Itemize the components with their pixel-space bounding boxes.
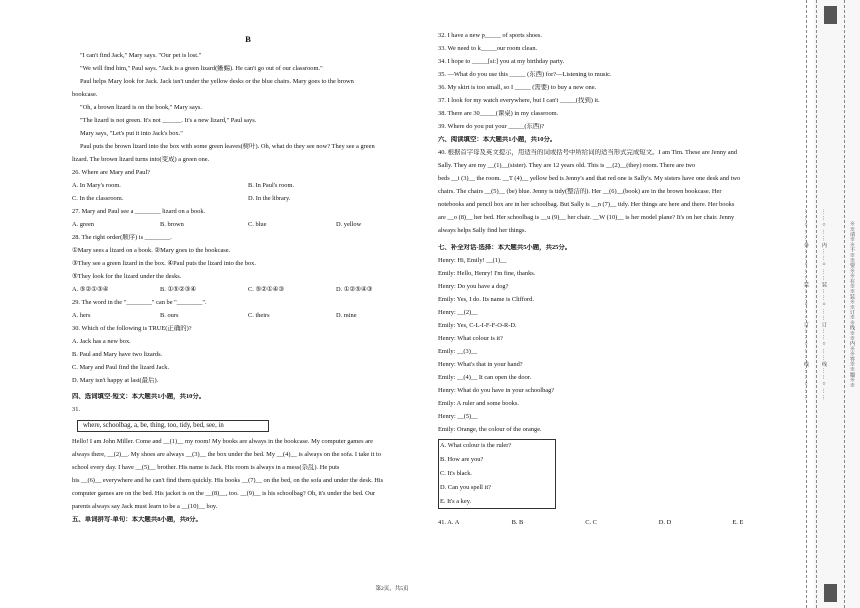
outer-margin-text: … … ○ … … 内 … … ○ … … 装 … … ○ … … 订 … … ○ … … 线 … … ○ … … xyxy=(821,208,827,400)
options-28: A. ⑤②①③④ B. ①⑤②③④ C. ⑤②①④③ D. ①②⑤④③ xyxy=(72,286,373,294)
passage-line: Mary says, "Let's put it into Jack's box." xyxy=(80,130,183,138)
passage-line: bookcase. xyxy=(72,91,98,99)
reading-line: Sally. They are my __(1)__(sister). They are 12 years old. This is __(2)__(they) room. There are two xyxy=(438,162,696,169)
question-30: 30. Which of the following is TRUE(正确的)? xyxy=(72,325,192,333)
dialog-line: Emily: A ruler and some books. xyxy=(438,400,519,407)
left-column xyxy=(72,32,424,529)
cloze-line: school every day. I have __(5)__ brother. His name is Jack. His room is always in a mess(杂乱). He puts xyxy=(72,464,340,472)
section-6-heading: 六、阅读填空：本大题共1小题，共10分。 xyxy=(438,136,557,143)
answer-choices-41: 41. A. A B. B C. C D. D E. E xyxy=(438,519,744,526)
dialog-line: Emily: Yes, I do. Its name is Clifford. xyxy=(438,296,534,303)
spelling-question: 32. I have a new p_____ of sports shoes. xyxy=(438,32,543,39)
word-bank: where, schoolbag, a, be, thing, too, tidy, bed, see, in xyxy=(77,420,269,432)
passage-line: "Oh, a brown lizard is on the book," Mary says. xyxy=(80,104,203,112)
spelling-question: 36. My skirt is too small, so I _____ (需要) to buy a new one. xyxy=(438,84,597,91)
warning-text: ※※请※※不※※要※※在※※装※※订※※线※※内※※答※※题※※ xyxy=(849,220,855,388)
dialog-line: Henry: What's that in your hand? xyxy=(438,361,523,368)
choice-option: A. What colour is the ruler? xyxy=(440,442,512,449)
option: C. Mary and Paul find the lizard Jack. xyxy=(72,364,170,372)
options-26: A. In Mary's room. B. In Paul's room. xyxy=(72,182,295,190)
section-4-heading: 四、选词填空-短文：本大题共1小题，共10分。 xyxy=(72,393,206,401)
choice-option: B. How are you? xyxy=(440,456,484,463)
order-item: ③They see a green lizard in the box. ④Paul puts the lizard into the box. xyxy=(72,260,256,268)
question-26: 26. Where are Mary and Paul? xyxy=(72,169,150,177)
spelling-question: 34. I hope to _____[si:] you at my birthday party. xyxy=(438,58,565,65)
order-item: ⑤They look for the lizard under the desks. xyxy=(72,273,182,281)
dialog-line: Emily: Yes, C-L-I-F-F-O-R-D. xyxy=(438,322,517,329)
cloze-line: parents always say Jack must learn to be a __(10)__ boy. xyxy=(72,503,218,511)
option: A. Jack has a new box. xyxy=(72,338,131,346)
cloze-line: computer games are on the bed. His jacket is on the __(8)__, too. __(9)__ is his schoolbag? Oh, it's under the bed. Our xyxy=(72,490,376,498)
passage-line: Paul helps Mary look for Jack. Jack isn't under the yellow desks or the blue chairs. Mary goes to the brown xyxy=(80,78,354,86)
dialog-line: Henry: What do you have in your schoolbag? xyxy=(438,387,555,394)
choice-option: C. It's black. xyxy=(440,470,473,477)
section-5-heading: 五、单词拼写-单句：本大题共8小题，共8分。 xyxy=(72,516,202,524)
dialog-line: Emily: Orange, the colour of the orange. xyxy=(438,426,542,433)
option: D. Mary isn't happy at last(最后). xyxy=(72,377,159,385)
reading-line: always helps Sally find her things. xyxy=(438,227,527,234)
choice-option: D. Can you spell it? xyxy=(440,484,491,491)
right-column xyxy=(438,32,806,532)
passage-title: B xyxy=(245,34,251,44)
spelling-question: 38. There are 30_____(课桌) in my classroom. xyxy=(438,110,559,117)
question-29: 29. The word in the "________" can be "________". xyxy=(72,299,207,307)
reading-line: notebooks and pencil box are in her schoolbag. But Sally is __n (7)__ tidy. Her things are here and there. Her books xyxy=(438,201,735,208)
dialog-line: Henry: Hi, Emily! __(1)__ xyxy=(438,257,507,264)
dialog-line: Henry: What colour is it? xyxy=(438,335,503,342)
question-28: 28. The right order(顺序) is ________. xyxy=(72,234,172,242)
dialog-line: Emily: __(3)__ xyxy=(438,348,478,355)
cloze-line: always there, __(2)__. My shoes are always __(3)__ the box under the bed. My __(4)__ is always on the sofa. I take it to xyxy=(72,451,381,459)
passage-line: "The lizard is not green. It's not ______. It's a new lizard," Paul says. xyxy=(80,117,257,125)
option: B. Paul and Mary have two lizards. xyxy=(72,351,163,359)
binding-margin xyxy=(814,0,860,608)
spelling-question: 39. Where do you put your _____(东西)? xyxy=(438,123,545,130)
dialog-line: Henry: __(5)__ xyxy=(438,413,478,420)
passage-line: "We will find him," Paul says. "Jack is a green lizard(蜥蜴). He can't go out of our classroom." xyxy=(80,65,323,73)
order-item: ①Mary sees a lizard on a book. ②Mary goes to the bookcase. xyxy=(72,247,231,255)
options-27: A. green B. brown C. blue D. yellow xyxy=(72,221,362,229)
outer-margin-text: … … ○ … … 外 … … ○ … … 装 … … ○ … … 订 … … ○ … … 线 … … ○ … … xyxy=(803,208,809,400)
spelling-question: 35. —What do you use this _____ (东西) for?—Listening to music. xyxy=(438,71,612,78)
reading-line: are __o (8)__ her bed. Her schoolbag is __u (9)__ her chair. __W (10)__ is her model plane? It's on her chair. Jenny xyxy=(438,214,735,221)
dialog-line: Henry: __(2)__ xyxy=(438,309,478,316)
passage-line: "I can't find Jack," Mary says. "Our pet is lost." xyxy=(80,52,202,60)
spelling-question: 33. We need to k_____our room clean. xyxy=(438,45,538,52)
cloze-line: his __(6)__ everywhere and he can't find them quickly. His books __(7)__ on the bed, on the sofa and under the desk. His xyxy=(72,477,384,485)
section-7-heading: 七、补全对话-选择：本大题共5小题，共25分。 xyxy=(438,244,572,251)
reading-line: chairs. The chairs __(5)__ (be) blue. Jenny is tidy(整洁的). Her __(6)__(book) are in the brown bookcase. Her xyxy=(438,188,722,195)
page-footer: 第2页，共5页 xyxy=(375,586,409,592)
dialog-line: Emily: __(4)__ It can open the door. xyxy=(438,374,532,381)
dialog-line: Emily: Hello, Henry! I'm fine, thanks. xyxy=(438,270,536,277)
cloze-line: Hello! I am John Miller. Come and __(1)__ my room! My books are always in the bookcase. My computer games are xyxy=(72,438,373,446)
passage-line: lizard. The brown lizard turns into(变成) a green one. xyxy=(72,156,210,164)
reading-line: beds __i (3)__ the room. __T (4)__ yellow bed is Jenny's and that red one is Sally's. My sisters have one desk and two xyxy=(438,175,741,182)
choice-option: E. It's a key. xyxy=(440,498,472,505)
dialog-line: Henry: Do you have a dog? xyxy=(438,283,509,290)
options-29: A. hers B. ours C. theirs D. mine xyxy=(72,312,357,320)
reading-line: 40. 根据首字母及英文提示，用适当的词或括号中所给词的适当形式完成短文。I am Tim. These are Jenny and xyxy=(438,149,737,156)
spelling-question: 37. I look for my watch everywhere, but I can't _____(找到) it. xyxy=(438,97,600,104)
question-31-number: 31. xyxy=(72,406,80,414)
choice-box xyxy=(438,439,556,509)
options-26b: C. In the classroom. D. In the library. xyxy=(72,195,291,203)
question-27: 27. Mary and Paul see a ________ lizard on a book. xyxy=(72,208,206,216)
passage-line: Paul puts the brown lizard into the box with some green leaves(树叶). Oh, what do they see now? They see a green xyxy=(80,143,375,151)
